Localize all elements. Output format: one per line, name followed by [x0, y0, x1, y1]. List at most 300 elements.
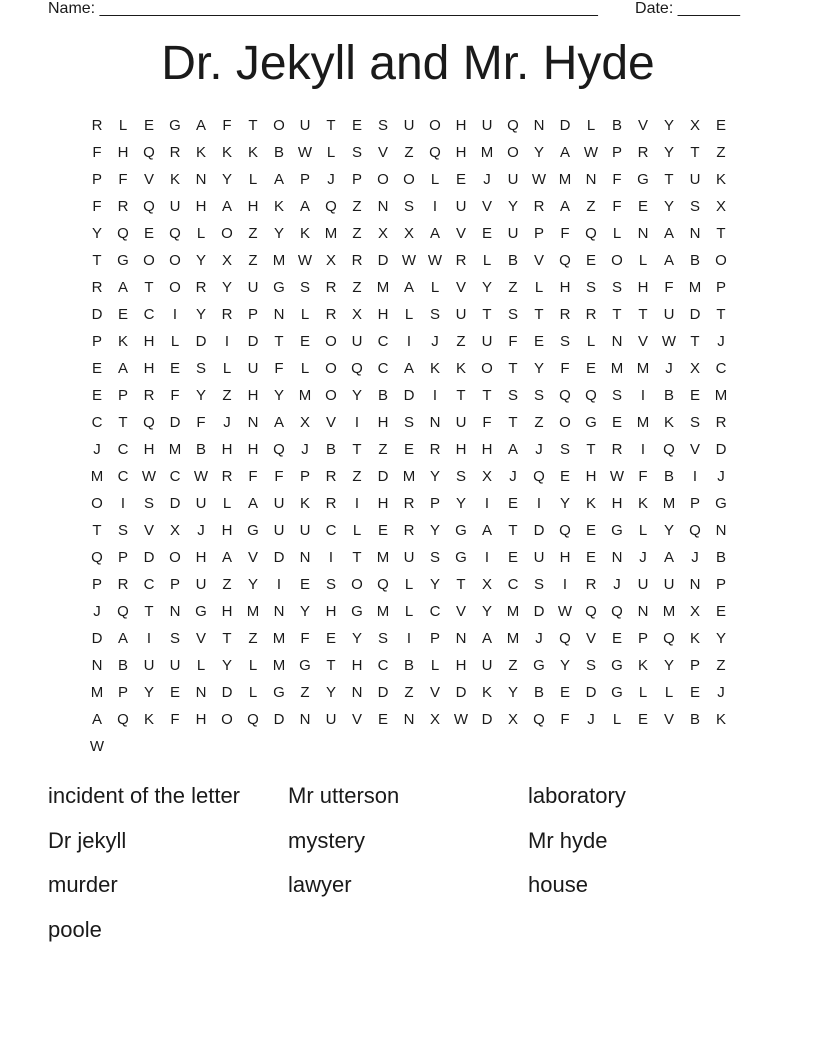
grid-letter: Z [404, 144, 414, 161]
grid-letter: Q [117, 225, 129, 242]
word-list-item: mystery [288, 827, 365, 853]
grid-letter: Q [117, 603, 129, 620]
grid-letter: C [377, 333, 389, 350]
grid-letter: A [559, 198, 570, 215]
grid-letter: I [120, 495, 126, 512]
grid-letter: C [715, 360, 727, 377]
grid-letter: T [690, 333, 700, 350]
grid-letter: P [611, 144, 622, 161]
grid-letter: D [377, 252, 389, 269]
grid-letter: P [117, 387, 128, 404]
word-list-item: murder [48, 872, 118, 897]
grid-letter: L [430, 171, 440, 188]
word-list-item: lawyer [288, 872, 352, 897]
grid-letter: S [195, 360, 206, 377]
grid-letter: S [429, 306, 440, 323]
grid-letter: F [274, 360, 284, 377]
grid-letter: Q [663, 441, 675, 458]
grid-letter: T [248, 117, 258, 134]
grid-letter: W [661, 333, 677, 350]
grid-letter: J [535, 441, 543, 458]
grid-letter: R [611, 441, 623, 458]
grid-letter: Q [585, 603, 597, 620]
grid-letter: G [351, 603, 363, 620]
grid-letter: Q [507, 117, 519, 134]
grid-letter: C [143, 306, 155, 323]
grid-letter: S [455, 468, 466, 485]
grid-letter: M [714, 387, 728, 404]
grid-letter: A [91, 711, 102, 728]
grid-letter: F [274, 468, 284, 485]
grid-letter: K [247, 144, 258, 161]
grid-letter: A [195, 117, 206, 134]
grid-letter: P [715, 279, 726, 296]
grid-letter: N [91, 657, 103, 674]
grid-letter: Y [351, 387, 362, 404]
grid-letter: P [533, 225, 544, 242]
grid-letter: K [143, 711, 154, 728]
grid-letter: P [689, 657, 700, 674]
grid-letter: S [533, 387, 544, 404]
grid-letter: S [585, 279, 596, 296]
grid-letter: T [508, 414, 518, 431]
grid-letter: V [143, 522, 154, 539]
grid-letter: G [247, 522, 259, 539]
grid-letter: Q [325, 198, 337, 215]
grid-letter: S [429, 549, 440, 566]
grid-letter: B [403, 657, 414, 674]
grid-letter: Q [143, 198, 155, 215]
grid-letter: D [169, 414, 181, 431]
grid-letter: L [222, 360, 232, 377]
grid-letter: Z [586, 198, 596, 215]
grid-letter: J [691, 549, 699, 566]
grid-letter: E [637, 198, 648, 215]
grid-letter: K [585, 495, 596, 512]
grid-letter: X [689, 117, 700, 134]
date-field-label: Date: _______ [635, 0, 740, 17]
grid-letter: Z [352, 225, 362, 242]
grid-letter: U [663, 576, 675, 593]
grid-letter: G [299, 657, 311, 674]
grid-letter: Z [508, 279, 518, 296]
grid-letter: W [609, 468, 625, 485]
grid-letter: L [118, 117, 128, 134]
grid-letter: Y [299, 603, 310, 620]
grid-letter: R [403, 522, 415, 539]
grid-letter: O [221, 225, 233, 242]
grid-letter: D [143, 549, 155, 566]
grid-letter: Y [247, 576, 258, 593]
grid-letter: L [430, 279, 440, 296]
grid-letter: W [141, 468, 157, 485]
grid-letter: J [639, 549, 647, 566]
grid-letter: L [222, 495, 232, 512]
grid-letter: Z [456, 333, 466, 350]
grid-letter: R [455, 252, 467, 269]
grid-letter: V [689, 441, 700, 458]
grid-letter: M [402, 468, 416, 485]
grid-letter: L [638, 522, 648, 539]
grid-letter: A [559, 144, 570, 161]
grid-letter: N [637, 603, 649, 620]
grid-letter: H [221, 522, 233, 539]
grid-letter: Q [377, 576, 389, 593]
grid-letter: T [326, 117, 336, 134]
grid-letter: M [272, 657, 286, 674]
grid-letter: S [143, 495, 154, 512]
grid-letter: U [455, 198, 467, 215]
grid-letter: X [689, 603, 700, 620]
grid-letter: E [117, 306, 128, 323]
grid-letter: W [401, 252, 417, 269]
grid-letter: N [273, 603, 285, 620]
grid-letter: S [611, 387, 622, 404]
grid-letter: W [453, 711, 469, 728]
grid-letter: V [377, 144, 388, 161]
grid-letter: Q [143, 144, 155, 161]
grid-letter: R [117, 576, 129, 593]
grid-letter: D [169, 495, 181, 512]
grid-letter: Y [507, 198, 518, 215]
grid-letter: H [195, 711, 207, 728]
grid-letter: B [689, 711, 700, 728]
grid-letter: Y [663, 522, 674, 539]
grid-letter: H [455, 657, 467, 674]
grid-letter: V [325, 414, 336, 431]
grid-letter: B [117, 657, 128, 674]
grid-letter: I [562, 576, 568, 593]
grid-letter: Y [663, 117, 674, 134]
grid-letter: F [222, 117, 232, 134]
grid-letter: R [351, 252, 363, 269]
grid-letter: P [299, 171, 310, 188]
grid-letter: J [223, 414, 231, 431]
grid-letter: D [533, 603, 545, 620]
grid-letter: L [196, 225, 206, 242]
word-search-grid [84, 112, 734, 760]
grid-letter: H [637, 279, 649, 296]
grid-letter: X [715, 198, 726, 215]
grid-letter: Y [533, 360, 544, 377]
grid-letter: T [716, 306, 726, 323]
grid-letter: E [299, 576, 310, 593]
grid-letter: U [689, 171, 701, 188]
grid-letter: U [455, 414, 467, 431]
grid-letter: F [92, 198, 102, 215]
grid-letter: L [586, 333, 596, 350]
grid-letter: U [299, 117, 311, 134]
grid-letter: G [273, 279, 285, 296]
grid-letter: G [585, 414, 597, 431]
grid-letter: J [327, 171, 335, 188]
grid-letter: Q [689, 522, 701, 539]
grid-letter: F [482, 414, 492, 431]
grid-letter: A [117, 279, 128, 296]
grid-letter: L [482, 252, 492, 269]
grid-letter: E [559, 468, 570, 485]
grid-letter: T [638, 306, 648, 323]
grid-letter: Z [248, 252, 258, 269]
grid-letter: R [325, 306, 337, 323]
grid-letter: P [247, 306, 258, 323]
grid-letter: L [404, 576, 414, 593]
grid-letter: S [689, 198, 700, 215]
grid-letter: O [559, 414, 571, 431]
grid-letter: D [221, 684, 233, 701]
grid-letter: H [247, 441, 259, 458]
grid-letter: N [455, 630, 467, 647]
grid-letter: F [170, 387, 180, 404]
grid-letter: U [507, 171, 519, 188]
grid-letter: C [429, 603, 441, 620]
grid-letter: P [91, 171, 102, 188]
grid-letter: N [351, 684, 363, 701]
word-list-item: laboratory [528, 783, 626, 808]
grid-letter: Z [300, 684, 310, 701]
grid-letter: V [247, 549, 258, 566]
grid-letter: H [611, 495, 623, 512]
grid-letter: V [481, 198, 492, 215]
grid-letter: T [612, 306, 622, 323]
grid-letter: Q [585, 225, 597, 242]
grid-letter: H [585, 468, 597, 485]
grid-letter: B [663, 468, 674, 485]
grid-letter: T [144, 279, 154, 296]
grid-letter: R [91, 117, 103, 134]
grid-letter: C [117, 468, 129, 485]
grid-letter: T [482, 387, 492, 404]
grid-letter: S [377, 630, 388, 647]
grid-letter: Y [559, 495, 570, 512]
grid-letter: Q [559, 630, 571, 647]
grid-letter: V [429, 684, 440, 701]
grid-letter: O [169, 279, 181, 296]
grid-letter: E [585, 549, 596, 566]
grid-letter: D [715, 441, 727, 458]
grid-letter: R [429, 441, 441, 458]
grid-letter: Z [222, 576, 232, 593]
grid-letter: J [431, 333, 439, 350]
grid-letter: Y [481, 603, 492, 620]
grid-letter: J [717, 333, 725, 350]
grid-letter: V [637, 117, 648, 134]
grid-letter: K [195, 144, 206, 161]
grid-letter: E [377, 522, 388, 539]
grid-letter: U [169, 657, 181, 674]
grid-letter: O [325, 360, 337, 377]
grid-letter: Y [455, 495, 466, 512]
grid-letter: N [403, 711, 415, 728]
grid-letter: U [637, 576, 649, 593]
grid-letter: M [506, 603, 520, 620]
grid-letter: T [716, 225, 726, 242]
grid-letter: W [531, 171, 547, 188]
grid-letter: R [585, 306, 597, 323]
grid-letter: A [481, 630, 492, 647]
grid-letter: S [325, 576, 336, 593]
grid-letter: X [221, 252, 232, 269]
grid-letter: B [611, 117, 622, 134]
grid-letter: E [585, 360, 596, 377]
grid-letter: H [195, 549, 207, 566]
grid-letter: S [351, 144, 362, 161]
grid-letter: L [586, 117, 596, 134]
grid-letter: G [637, 171, 649, 188]
grid-letter: G [533, 657, 545, 674]
grid-letter: E [325, 630, 336, 647]
grid-letter: E [611, 414, 622, 431]
grid-letter: L [404, 603, 414, 620]
grid-letter: L [612, 711, 622, 728]
grid-letter: H [195, 198, 207, 215]
grid-letter: C [377, 360, 389, 377]
grid-letter: O [611, 252, 623, 269]
grid-letter: M [506, 630, 520, 647]
grid-letter: Z [534, 414, 544, 431]
grid-letter: L [326, 144, 336, 161]
grid-letter: O [169, 252, 181, 269]
grid-letter: E [637, 711, 648, 728]
grid-letter: Y [221, 657, 232, 674]
grid-letter: Y [559, 657, 570, 674]
grid-letter: M [272, 630, 286, 647]
grid-letter: Z [716, 657, 726, 674]
grid-letter: U [195, 576, 207, 593]
grid-letter: P [351, 171, 362, 188]
grid-letter: D [273, 711, 285, 728]
grid-letter: U [169, 198, 181, 215]
grid-letter: T [690, 144, 700, 161]
grid-letter: K [663, 414, 674, 431]
grid-letter: D [481, 711, 493, 728]
grid-letter: I [172, 306, 178, 323]
grid-letter: E [143, 225, 154, 242]
grid-letter: J [535, 630, 543, 647]
grid-letter: Q [273, 441, 285, 458]
grid-letter: Y [143, 684, 154, 701]
grid-letter: J [509, 468, 517, 485]
grid-letter: M [90, 468, 104, 485]
grid-letter: V [455, 279, 466, 296]
grid-letter: S [559, 333, 570, 350]
grid-letter: Y [663, 144, 674, 161]
grid-letter: A [663, 225, 674, 242]
grid-letter: R [325, 495, 337, 512]
grid-letter: X [169, 522, 180, 539]
grid-letter: T [586, 441, 596, 458]
grid-letter: G [611, 657, 623, 674]
grid-letter: L [534, 279, 544, 296]
grid-letter: U [299, 522, 311, 539]
grid-letter: M [480, 144, 494, 161]
grid-letter: F [196, 414, 206, 431]
grid-letter: A [481, 522, 492, 539]
grid-letter: M [558, 171, 572, 188]
grid-letter: X [403, 225, 414, 242]
grid-letter: O [143, 252, 155, 269]
grid-letter: T [92, 252, 102, 269]
grid-letter: J [665, 360, 673, 377]
grid-letter: N [377, 198, 389, 215]
word-list-item: incident of the letter [48, 783, 241, 808]
grid-letter: K [429, 360, 440, 377]
grid-letter: E [169, 684, 180, 701]
grid-letter: L [638, 252, 648, 269]
grid-letter: S [533, 576, 544, 593]
grid-letter: E [585, 252, 596, 269]
grid-letter: R [585, 576, 597, 593]
grid-letter: O [429, 117, 441, 134]
grid-letter: E [559, 684, 570, 701]
grid-letter: Y [663, 657, 674, 674]
grid-letter: R [143, 387, 155, 404]
grid-letter: E [403, 441, 414, 458]
grid-letter: S [611, 279, 622, 296]
grid-letter: P [117, 549, 128, 566]
grid-letter: C [143, 576, 155, 593]
grid-letter: U [663, 306, 675, 323]
grid-letter: E [377, 711, 388, 728]
grid-letter: H [143, 333, 155, 350]
grid-letter: T [508, 360, 518, 377]
grid-letter: I [640, 441, 646, 458]
grid-letter: E [611, 630, 622, 647]
grid-letter: R [169, 144, 181, 161]
grid-letter: R [559, 306, 571, 323]
grid-letter: T [508, 522, 518, 539]
grid-letter: P [91, 333, 102, 350]
grid-letter: Q [611, 603, 623, 620]
grid-letter: L [612, 225, 622, 242]
grid-letter: U [195, 495, 207, 512]
grid-letter: L [404, 306, 414, 323]
grid-letter: K [299, 225, 310, 242]
grid-letter: Z [508, 657, 518, 674]
page-title: Dr. Jekyll and Mr. Hyde [161, 37, 655, 90]
grid-letter: I [484, 495, 490, 512]
grid-letter: D [91, 306, 103, 323]
grid-letter: Q [585, 387, 597, 404]
grid-letter: X [351, 306, 362, 323]
grid-letter: L [248, 657, 258, 674]
grid-letter: J [301, 441, 309, 458]
grid-letter: Y [325, 684, 336, 701]
grid-letter: G [715, 495, 727, 512]
grid-letter: Z [352, 279, 362, 296]
grid-letter: E [507, 549, 518, 566]
grid-letter: K [221, 144, 232, 161]
grid-letter: E [689, 684, 700, 701]
grid-letter: I [640, 387, 646, 404]
grid-letter: U [533, 549, 545, 566]
grid-letter: T [534, 306, 544, 323]
grid-letter: L [196, 657, 206, 674]
grid-letter: J [93, 441, 101, 458]
grid-letter: Y [481, 279, 492, 296]
grid-letter: S [117, 522, 128, 539]
grid-letter: Y [273, 387, 284, 404]
grid-letter: Q [559, 387, 571, 404]
grid-letter: V [637, 333, 648, 350]
grid-letter: T [222, 630, 232, 647]
grid-letter: T [456, 576, 466, 593]
grid-letter: U [403, 549, 415, 566]
grid-letter: E [299, 333, 310, 350]
grid-letter: L [300, 306, 310, 323]
grid-letter: N [715, 522, 727, 539]
word-list-item: Dr jekyll [48, 827, 127, 853]
